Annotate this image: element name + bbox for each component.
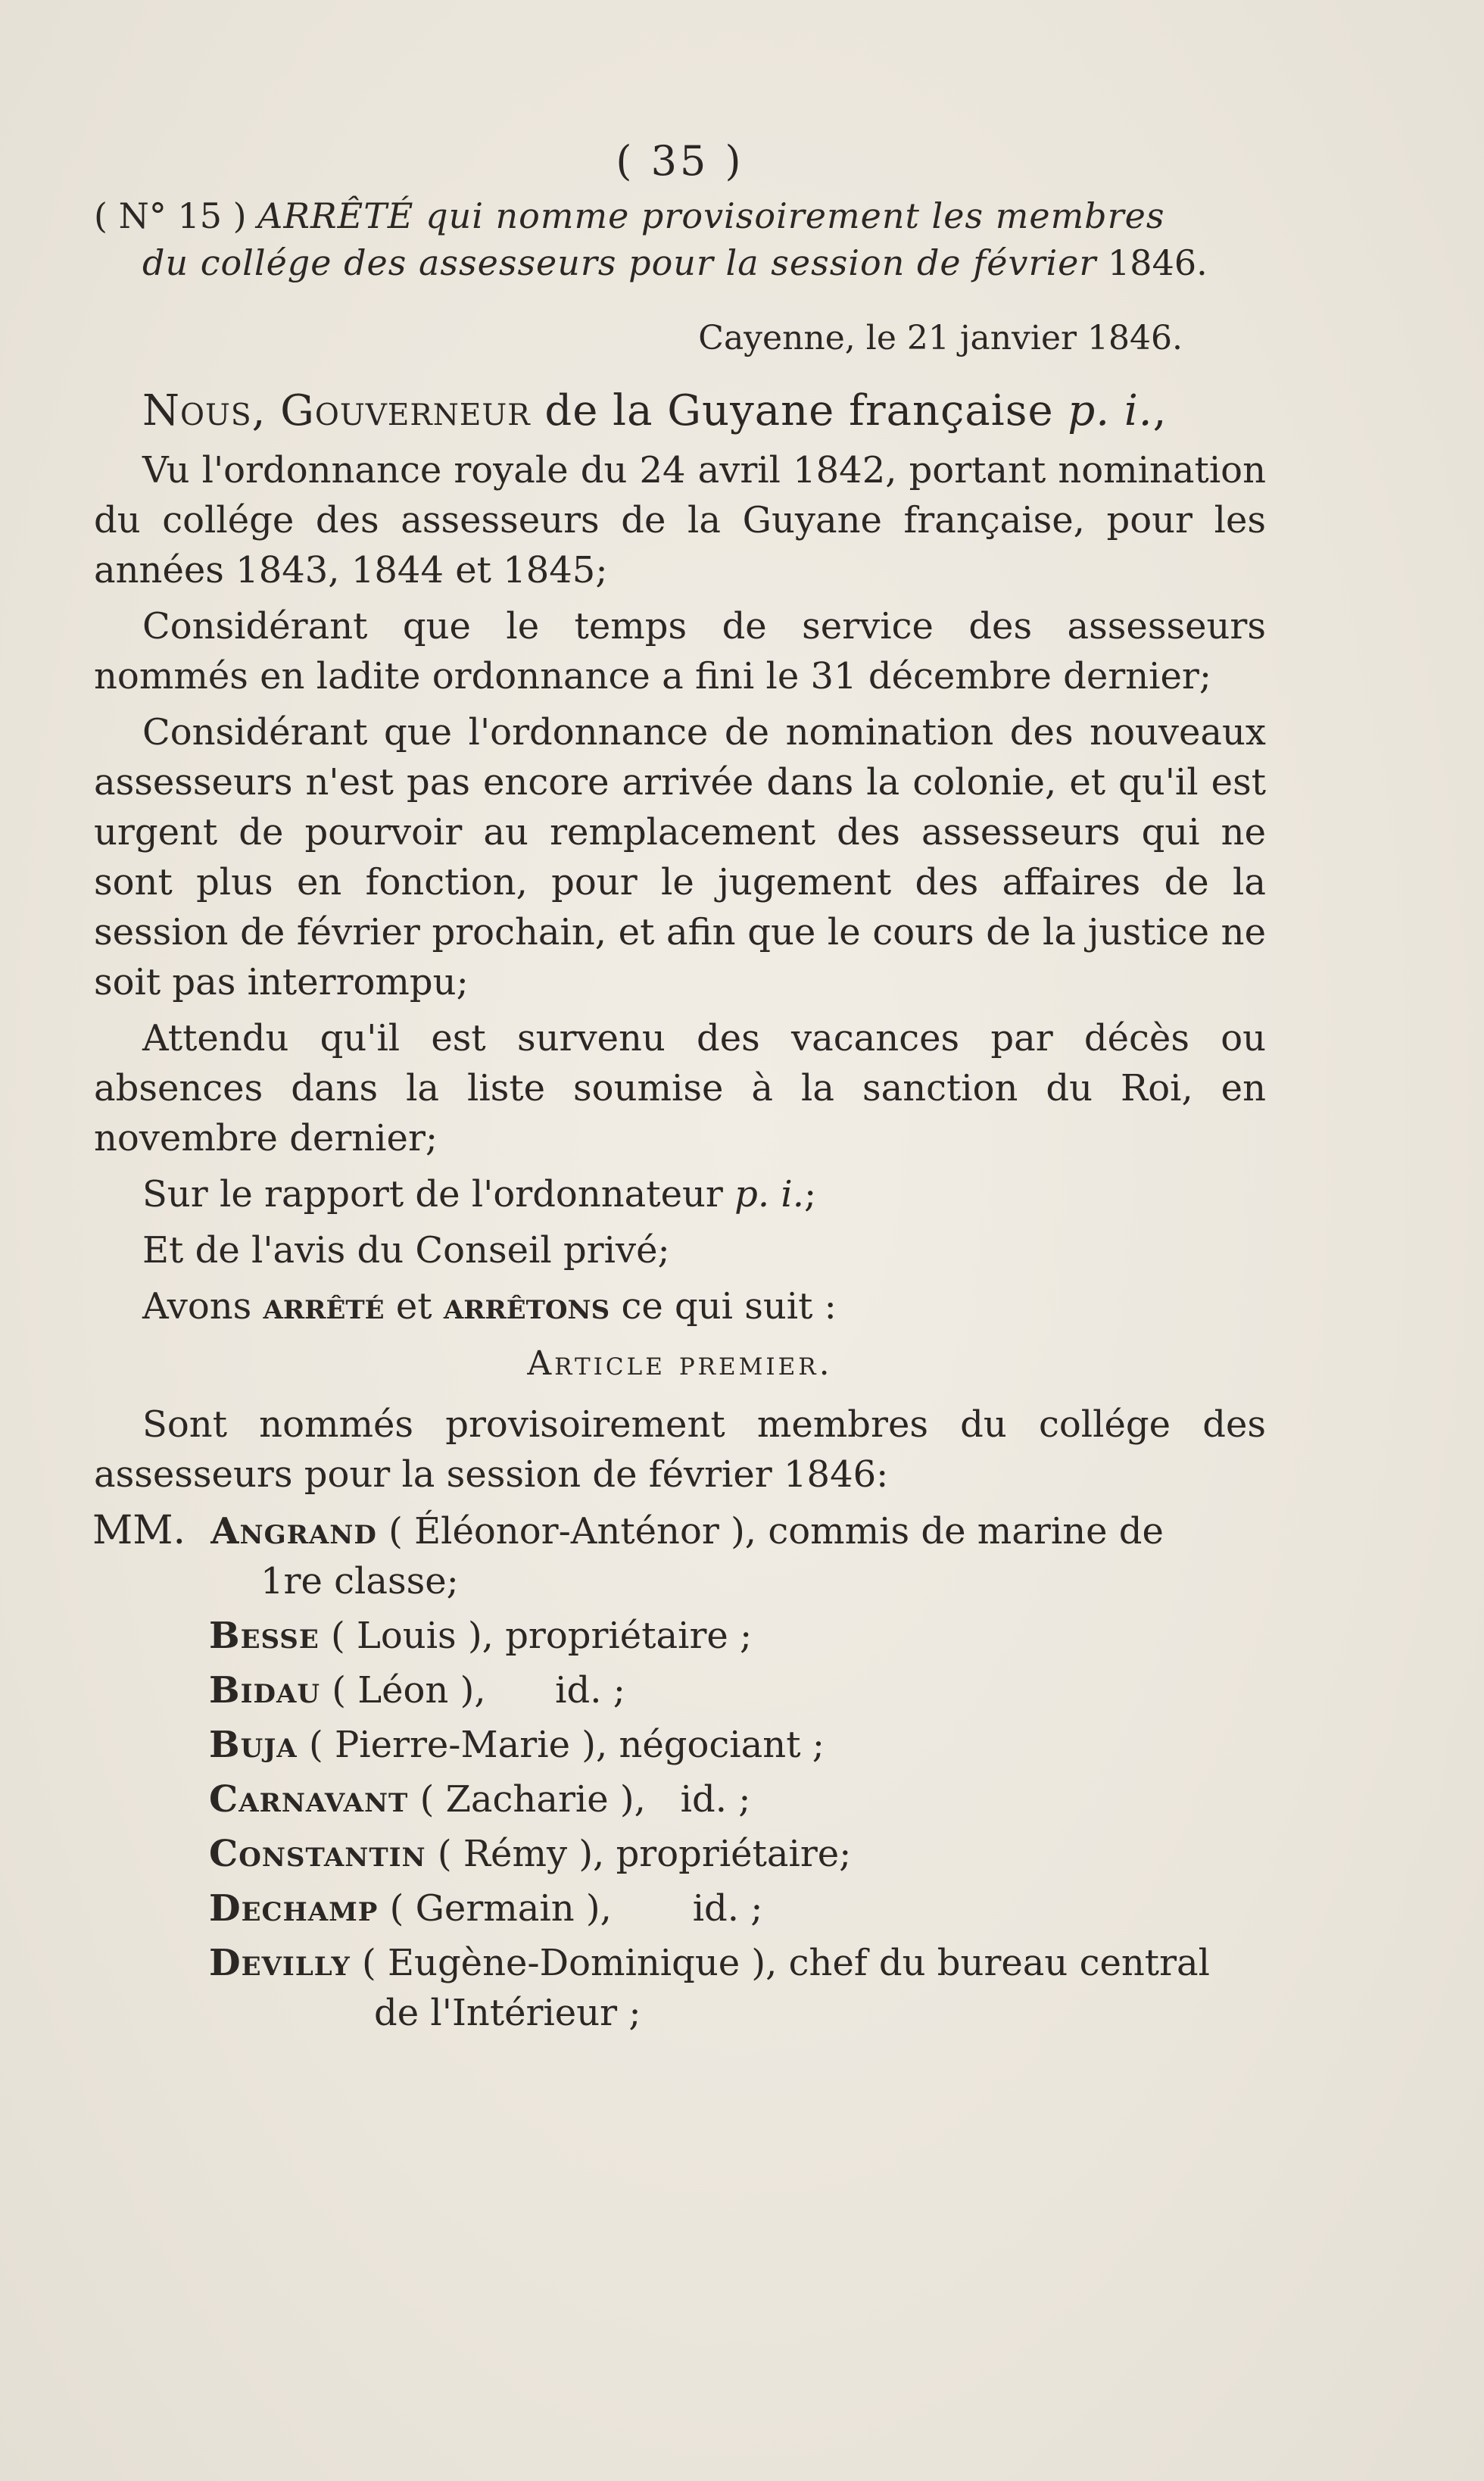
member-details: ( Eugène-Dominique ), chef du bureau central bbox=[362, 1942, 1210, 1984]
decree-number: ( N° 15 ) bbox=[94, 195, 247, 236]
member-details-cont: 1re classe; bbox=[260, 1560, 459, 1603]
paragraph-sont-nommes: Sont nommés provisoirement membres du collége des assesseurs pour la session de février 1846: bbox=[94, 1403, 1266, 1496]
avons-word: Avons bbox=[142, 1285, 252, 1328]
list-item bbox=[94, 1611, 1266, 1661]
rapport-pi: p. i. bbox=[734, 1173, 804, 1216]
list-item bbox=[94, 1883, 1266, 1933]
arretons-word: arrêtons bbox=[443, 1285, 610, 1328]
paragraph-attendu: Attendu qu'il est survenu des vacances par décès ou absences dans la liste soumise à la sanction du Roi, en novembre dernier; bbox=[94, 1017, 1266, 1159]
article-heading: Article premier. bbox=[527, 1344, 833, 1383]
member-name: Bidau bbox=[209, 1669, 320, 1712]
member-details: ( Zacharie ), id. ; bbox=[419, 1778, 751, 1821]
paragraph-considerant-1: Considérant que le temps de service des assesseurs nommés en ladite ordonnance a fini le 31 décembre dernier; bbox=[94, 605, 1266, 697]
paragraph-vu: Vu l'ordonnance royale du 24 avril 1842, portant nomination du collége des assesseurs de la Guyane française, pour les années 1843, 1844 et 1845; bbox=[94, 449, 1266, 591]
decree-title-line2: du collége des assesseurs pour la session de février bbox=[142, 242, 1097, 283]
member-details: ( Pierre-Marie ), négociant ; bbox=[308, 1724, 825, 1766]
paragraph-rapport bbox=[94, 1169, 1266, 1219]
et-word: et bbox=[395, 1285, 432, 1328]
list-item bbox=[94, 1720, 1266, 1770]
dateline: Cayenne, le 21 janvier 1846. bbox=[698, 319, 1183, 357]
list-item bbox=[94, 1774, 1266, 1824]
member-name: Devilly bbox=[209, 1942, 351, 1984]
list-item bbox=[94, 1829, 1266, 1879]
member-details-cont: de l'Intérieur ; bbox=[374, 1992, 641, 2034]
member-name: Carnavant bbox=[209, 1778, 409, 1821]
member-details: ( Léon ), id. ; bbox=[332, 1669, 625, 1712]
member-name: Besse bbox=[209, 1615, 320, 1657]
mm-label: MM. bbox=[92, 1508, 186, 1553]
nous-pi: p. i. bbox=[1068, 386, 1153, 435]
rapport-end: ; bbox=[803, 1173, 817, 1216]
decree-title-line2-wrap bbox=[94, 239, 1266, 286]
page-number: ( 35 ) bbox=[616, 137, 744, 185]
member-details: ( Éléonor-Anténor ), commis de marine de bbox=[388, 1510, 1164, 1553]
preamble-nous: Nous, Gouverneur de la Guyane française p. i., bbox=[142, 386, 1168, 435]
paragraph-avons bbox=[94, 1281, 1266, 1331]
members-list bbox=[94, 1506, 1266, 2038]
member-name: Angrand bbox=[210, 1510, 377, 1553]
avons-rest: ce qui suit : bbox=[621, 1285, 837, 1328]
paragraph-avis: Et de l'avis du Conseil privé; bbox=[142, 1229, 670, 1272]
gouverneur-word: Gouverneur bbox=[280, 386, 531, 435]
member-name: Dechamp bbox=[209, 1887, 379, 1930]
list-item bbox=[94, 1665, 1266, 1715]
decree-title-line1: ARRÊTÉ qui nomme provisoirement les membres bbox=[257, 195, 1165, 236]
decree-year: 1846. bbox=[1108, 242, 1208, 283]
nous-rest: de la Guyane française bbox=[544, 386, 1054, 435]
nous-comma: , bbox=[1152, 386, 1168, 435]
member-name: Buja bbox=[209, 1724, 298, 1766]
nous-word: Nous bbox=[142, 386, 252, 435]
member-details: ( Germain ), id. ; bbox=[389, 1887, 763, 1930]
list-item bbox=[94, 1938, 1266, 2038]
page-text bbox=[94, 136, 1266, 2043]
member-details: ( Rémy ), propriétaire; bbox=[437, 1833, 852, 1875]
rapport-text: Sur le rapport de l'ordonnateur bbox=[142, 1173, 723, 1216]
paragraph-considerant-2: Considérant que l'ordonnance de nomination des nouveaux assesseurs n'est pas encore arrivée dans la colonie, et qu'il est urgent de pourvoir au remplacement des assesseurs qui ne sont plus en fonction, pour le jugement des affaires de la session de février prochain, et afin que le cours de la justice ne soit pas interrompu; bbox=[94, 711, 1266, 1003]
member-name: Constantin bbox=[209, 1833, 426, 1875]
arrete-word: arrêté bbox=[263, 1285, 385, 1328]
decree-heading bbox=[94, 192, 1266, 286]
member-details: ( Louis ), propriétaire ; bbox=[331, 1615, 753, 1657]
list-item bbox=[94, 1506, 1266, 1606]
